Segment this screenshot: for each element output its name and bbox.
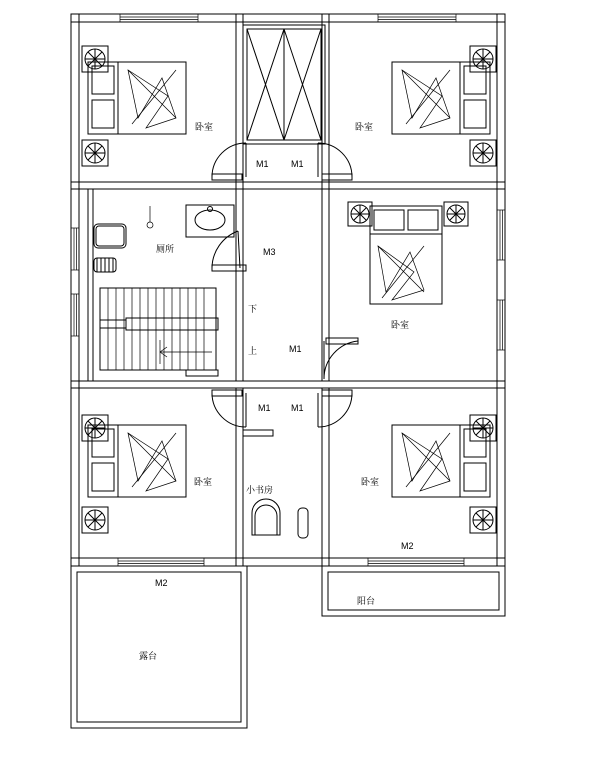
window-label-m2-right: M2 [401, 541, 414, 551]
room-label-bathroom: 厕所 [156, 245, 175, 255]
room-label-bedroom-top-right: 卧室 [355, 123, 374, 133]
room-label-bedroom-bottom-right: 卧室 [361, 478, 380, 488]
room-label-terrace: 露台 [139, 652, 158, 662]
room-label-study: 小书房 [246, 486, 274, 496]
room-label-bedroom-bottom-left: 卧室 [194, 478, 213, 488]
stair-label-down: 下 [248, 305, 258, 315]
door-label-m1-c: M1 [289, 344, 302, 354]
door-label-m1-b: M1 [291, 159, 304, 169]
window-label-m2-terrace: M2 [155, 578, 168, 588]
room-label-balcony: 阳台 [357, 597, 376, 607]
door-label-m1-d: M1 [258, 403, 271, 413]
door-label-m1-a: M1 [256, 159, 269, 169]
room-label-bedroom-top-left: 卧室 [195, 123, 214, 133]
stair-label-up: 上 [248, 347, 258, 357]
door-label-m3: M3 [263, 247, 276, 257]
room-label-bedroom-mid-right: 卧室 [391, 321, 410, 331]
door-label-m1-e: M1 [291, 403, 304, 413]
